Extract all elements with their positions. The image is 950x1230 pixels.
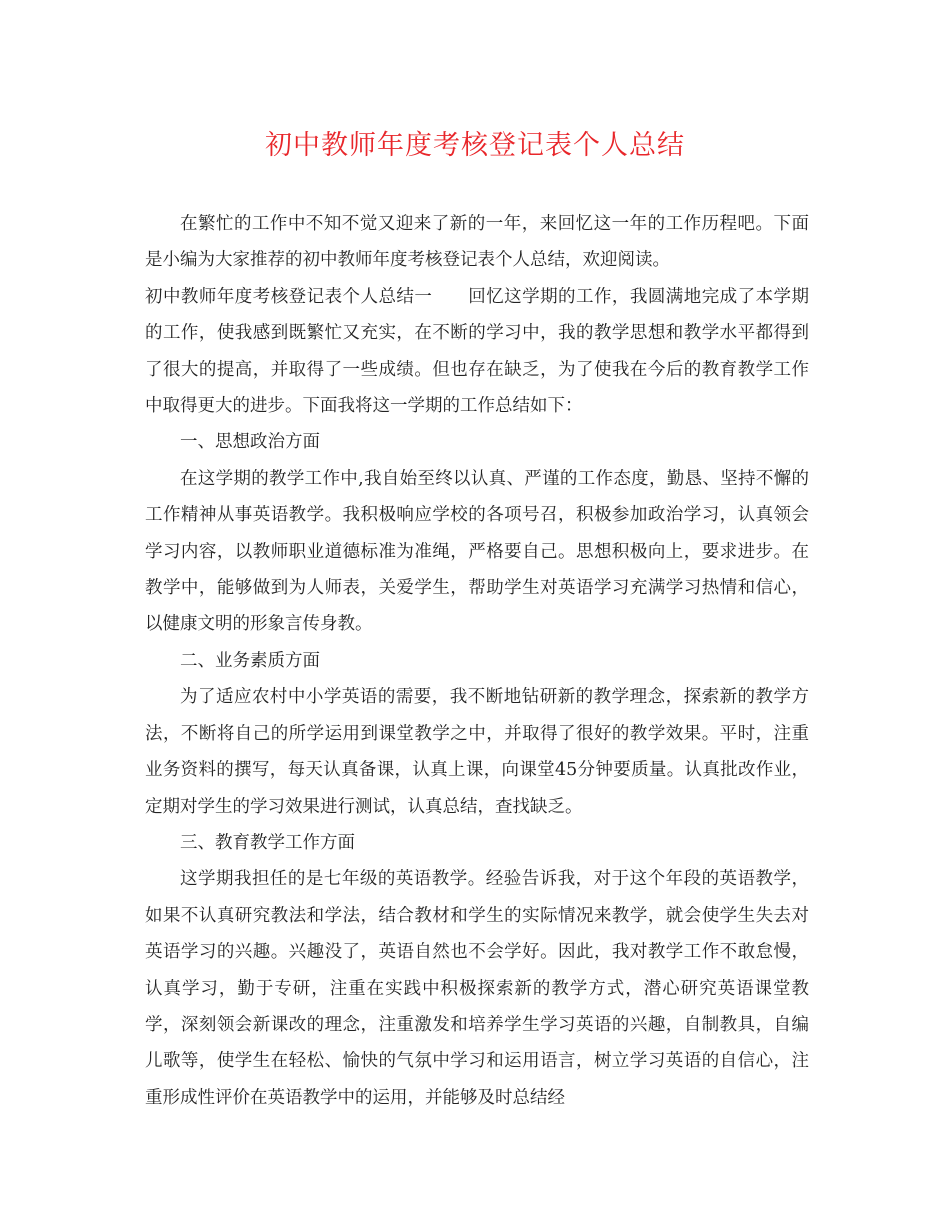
section-paragraph-teaching: 这学期我担任的是七年级的英语教学。经验告诉我，对于这个年段的英语教学，如果不认真研究教法和学法，结合教材和学生的实际情况来教学，就会使学生失去对英语学习的兴趣。兴趣没了，英语自然也不会学好。因此，我对教学工作不敢怠慢，认真学习，勤于专研，注重在实践中积极探索新的教学方式，潜心研究英语课堂教学，深刻领会新课改的理念，注重激发和培养学生学习英语的兴趣，自制教具，自编儿歌等，使学生在轻松、愉快的气氛中学习和运用语言，树立学习英语的自信心，注重形成性评价在英语教学中的运用，并能够及时总结经	[145, 869, 809, 1108]
intro-paragraph: 在繁忙的工作中不知不觉又迎来了新的一年，来回忆这一年的工作历程吧。下面是小编为大家推荐的初中教师年度考核登记表个人总结，欢迎阅读。	[145, 214, 809, 271]
section-paragraph-professional: 为了适应农村中小学英语的需要，我不断地钻研新的教学理念，探索新的教学方法，不断将自己的所学运用到课堂教学之中，并取得了很好的教学效果。平时，注重业务资料的撰写，每天认真备课，认真上课，向课堂45分钟要质量。认真批改作业，定期对学生的学习效果进行测试，认真总结，查找缺乏。	[145, 687, 809, 817]
document-title: 初中教师年度考核登记表个人总结	[265, 130, 685, 161]
section-heading-professional: 二、业务素质方面	[180, 650, 320, 671]
section-heading-political: 一、思想政治方面	[180, 432, 320, 453]
summary-one-paragraph: 初中教师年度考核登记表个人总结一 回忆这学期的工作，我圆满地完成了本学期的工作，使我感到既繁忙又充实，在不断的学习中，我的教学思想和教学水平都得到了很大的提高，并取得了一些成绩。但也存在缺乏，为了使我在今后的教育教学工作中取得更大的进步。下面我将这一学期的工作总结如下：	[145, 286, 809, 417]
section-paragraph-political: 在这学期的教学工作中,我自始至终以认真、严谨的工作态度，勤恳、坚持不懈的工作精神从事英语教学。我积极响应学校的各项号召，积极参加政治学习，认真领会学习内容，以教师职业道德标准为准绳，严格要自己。思想积极向上，要求进步。在教学中，能够做到为人师表，关爱学生，帮助学生对英语学习充满学习热情和信心，以健康文明的形象言传身教。	[145, 468, 809, 635]
section-heading-teaching: 三、教育教学工作方面	[180, 832, 355, 853]
document-body	[145, 206, 809, 1116]
